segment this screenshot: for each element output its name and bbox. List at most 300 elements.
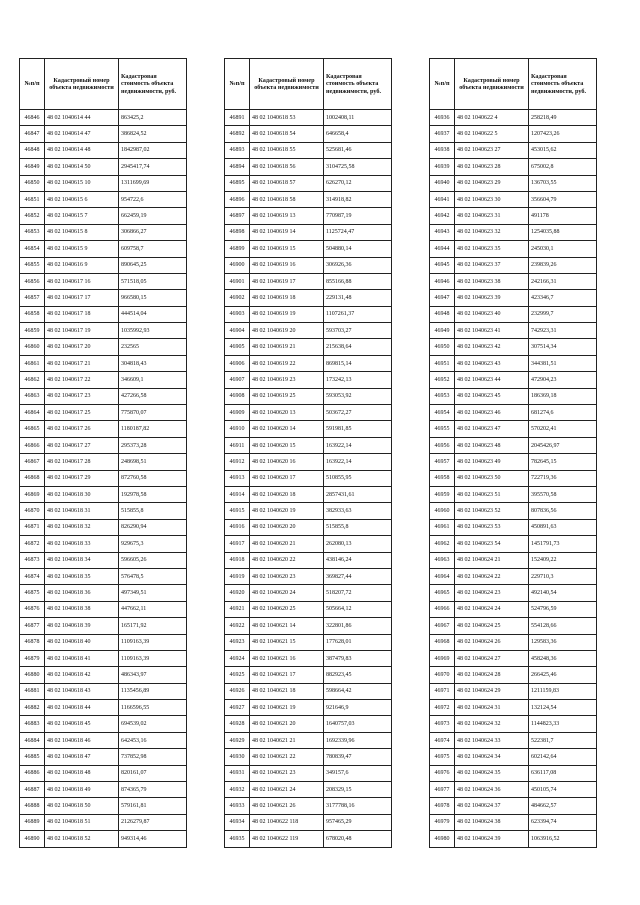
table-row [20, 126, 187, 142]
cadastral-value: 515855,8 [119, 503, 187, 519]
cadastral-number: 48 02 1040620 18 [250, 486, 324, 502]
cadastral-number: 48 02 1040624 36 [455, 782, 529, 798]
table-row [225, 765, 392, 781]
table-row [430, 224, 597, 240]
row-number: 46964 [430, 568, 455, 584]
cadastral-value: 304818,43 [119, 355, 187, 371]
table-row [430, 454, 597, 470]
cadastral-number: 48 02 1040617 18 [45, 306, 119, 322]
cadastral-value: 579161,81 [119, 798, 187, 814]
table-row [225, 634, 392, 650]
cadastral-number: 48 02 1040621 15 [250, 634, 324, 650]
row-number: 46962 [430, 536, 455, 552]
cadastral-value: 1135456,89 [119, 683, 187, 699]
table-row [225, 421, 392, 437]
cadastral-number: 48 02 1040623 43 [455, 355, 529, 371]
cadastral-value: 1180187,82 [119, 421, 187, 437]
cadastral-number: 48 02 1040615 7 [45, 208, 119, 224]
cadastral-value: 2945417,74 [119, 159, 187, 175]
cadastral-number: 48 02 1040623 31 [455, 208, 529, 224]
cadastral-number: 48 02 1040623 54 [455, 536, 529, 552]
cadastral-number: 48 02 1040618 41 [45, 650, 119, 666]
table-header-row [225, 59, 392, 110]
table-row [20, 306, 187, 322]
row-number: 46959 [430, 486, 455, 502]
row-number: 46882 [20, 700, 45, 716]
row-number: 46898 [225, 224, 250, 240]
row-number: 46903 [225, 306, 250, 322]
table-row [20, 732, 187, 748]
cadastral-number: 48 02 1040618 34 [45, 552, 119, 568]
row-number: 46957 [430, 454, 455, 470]
cadastral-number: 48 02 1040624 39 [455, 831, 529, 847]
row-number: 46969 [430, 650, 455, 666]
cadastral-value: 1842987,02 [119, 142, 187, 158]
row-number: 46852 [20, 208, 45, 224]
cadastral-value: 3177788,16 [324, 798, 392, 814]
row-number: 46924 [225, 650, 250, 666]
table-row [20, 519, 187, 535]
cadastral-value: 232565 [119, 339, 187, 355]
cadastral-number: 48 02 1040623 37 [455, 257, 529, 273]
row-number: 46946 [430, 273, 455, 289]
row-number: 46932 [225, 782, 250, 798]
cadastral-number: 48 02 1040618 30 [45, 486, 119, 502]
table-row [20, 831, 187, 847]
cadastral-value: 215638,64 [324, 339, 392, 355]
cadastral-number: 48 02 1040623 28 [455, 159, 529, 175]
row-number: 46854 [20, 241, 45, 257]
cadastral-value: 386824,52 [119, 126, 187, 142]
cadastral-value: 306866,27 [119, 224, 187, 240]
cadastral-value: 356604,79 [529, 191, 597, 207]
cadastral-value: 186369,18 [529, 388, 597, 404]
cadastral-number: 48 02 1040623 53 [455, 519, 529, 535]
cadastral-number: 48 02 1040618 42 [45, 667, 119, 683]
cadastral-value: 492140,54 [529, 585, 597, 601]
row-number: 46859 [20, 323, 45, 339]
header-cadastral-value: Кадастровая стоимость объекта недвижимости, руб. [324, 59, 392, 110]
cadastral-number: 48 02 1040623 42 [455, 339, 529, 355]
cadastral-number: 48 02 1040618 46 [45, 732, 119, 748]
row-number: 46884 [20, 732, 45, 748]
cadastral-number: 48 02 1040624 35 [455, 765, 529, 781]
cadastral-table-3 [429, 58, 597, 848]
cadastral-number: 48 02 1040614 44 [45, 110, 119, 126]
row-number: 46879 [20, 650, 45, 666]
table-row [430, 700, 597, 716]
table-row [20, 765, 187, 781]
cadastral-number: 48 02 1040620 23 [250, 568, 324, 584]
row-number: 46887 [20, 782, 45, 798]
table-row [20, 339, 187, 355]
cadastral-number: 48 02 1040623 48 [455, 437, 529, 453]
cadastral-number: 48 02 1040620 24 [250, 585, 324, 601]
table-row [225, 224, 392, 240]
table-row [430, 634, 597, 650]
table-row [430, 831, 597, 847]
row-number: 46857 [20, 290, 45, 306]
row-number: 46936 [430, 110, 455, 126]
table-row [20, 536, 187, 552]
cadastral-number: 48 02 1040617 26 [45, 421, 119, 437]
cadastral-number: 48 02 1040623 47 [455, 421, 529, 437]
row-number: 46974 [430, 732, 455, 748]
row-number: 46925 [225, 667, 250, 683]
table-row [225, 388, 392, 404]
table-row [225, 552, 392, 568]
row-number: 46900 [225, 257, 250, 273]
row-number: 46893 [225, 142, 250, 158]
cadastral-number: 48 02 1040623 52 [455, 503, 529, 519]
table-row [20, 290, 187, 306]
row-number: 46853 [20, 224, 45, 240]
table-row [20, 667, 187, 683]
table-row [430, 290, 597, 306]
row-number: 46930 [225, 749, 250, 765]
cadastral-number: 48 02 1040618 31 [45, 503, 119, 519]
table-row [430, 765, 597, 781]
row-number: 46940 [430, 175, 455, 191]
table-row [430, 667, 597, 683]
cadastral-number: 48 02 1040620 15 [250, 437, 324, 453]
cadastral-value: 239839,26 [529, 257, 597, 273]
table-row [430, 437, 597, 453]
row-number: 46883 [20, 716, 45, 732]
cadastral-number: 48 02 1040615 6 [45, 191, 119, 207]
row-number: 46881 [20, 683, 45, 699]
row-number: 46945 [430, 257, 455, 273]
table-row [225, 782, 392, 798]
cadastral-value: 450105,74 [529, 782, 597, 798]
row-number: 46865 [20, 421, 45, 437]
cadastral-number: 48 02 1040621 19 [250, 700, 324, 716]
table-row [225, 831, 392, 847]
row-number: 46864 [20, 405, 45, 421]
cadastral-number: 48 02 1040614 48 [45, 142, 119, 158]
table-row [20, 208, 187, 224]
table-row [20, 372, 187, 388]
row-number: 46927 [225, 700, 250, 716]
row-number: 46934 [225, 814, 250, 830]
table-row [20, 618, 187, 634]
cadastral-value: 737852,98 [119, 749, 187, 765]
cadastral-number: 48 02 1040615 9 [45, 241, 119, 257]
cadastral-value: 636117,08 [529, 765, 597, 781]
row-number: 46923 [225, 634, 250, 650]
cadastral-value: 444514,04 [119, 306, 187, 322]
row-number: 46890 [20, 831, 45, 847]
cadastral-value: 504880,14 [324, 241, 392, 257]
cadastral-value: 491178 [529, 208, 597, 224]
table-row [20, 110, 187, 126]
cadastral-number: 48 02 1040614 50 [45, 159, 119, 175]
cadastral-value: 387479,83 [324, 650, 392, 666]
row-number: 46929 [225, 732, 250, 748]
cadastral-value: 874365,79 [119, 782, 187, 798]
cadastral-number: 48 02 1040622 4 [455, 110, 529, 126]
row-number: 46895 [225, 175, 250, 191]
cadastral-value: 1254035,88 [529, 224, 597, 240]
table-row [225, 290, 392, 306]
cadastral-value: 780839,47 [324, 749, 392, 765]
cadastral-number: 48 02 1040620 17 [250, 470, 324, 486]
table-row [430, 142, 597, 158]
table-row [430, 601, 597, 617]
cadastral-number: 48 02 1040618 55 [250, 142, 324, 158]
cadastral-number: 48 02 1040614 47 [45, 126, 119, 142]
row-number: 46913 [225, 470, 250, 486]
row-number: 46980 [430, 831, 455, 847]
row-number: 46938 [430, 142, 455, 158]
table-row [430, 552, 597, 568]
table-row [225, 208, 392, 224]
row-number: 46861 [20, 355, 45, 371]
cadastral-number: 48 02 1040621 16 [250, 650, 324, 666]
row-number: 46848 [20, 142, 45, 158]
row-number: 46933 [225, 798, 250, 814]
cadastral-value: 346609,1 [119, 372, 187, 388]
row-number: 46977 [430, 782, 455, 798]
table-row [225, 814, 392, 830]
row-number: 46960 [430, 503, 455, 519]
row-number: 46878 [20, 634, 45, 650]
row-number: 46858 [20, 306, 45, 322]
cadastral-value: 314918,82 [324, 191, 392, 207]
row-number: 46885 [20, 749, 45, 765]
row-number: 46968 [430, 634, 455, 650]
cadastral-table-2 [224, 58, 392, 848]
cadastral-number: 48 02 1040623 49 [455, 454, 529, 470]
header-cadastral-number: Кадастровый номер объекта недвижимости [45, 59, 119, 110]
row-number: 46918 [225, 552, 250, 568]
cadastral-value: 882923,45 [324, 667, 392, 683]
cadastral-number: 48 02 1040620 19 [250, 503, 324, 519]
table-row [430, 749, 597, 765]
cadastral-value: 596605,26 [119, 552, 187, 568]
cadastral-value: 554128,66 [529, 618, 597, 634]
row-number: 46888 [20, 798, 45, 814]
row-number: 46877 [20, 618, 45, 634]
cadastral-value: 447662,11 [119, 601, 187, 617]
table-row [430, 175, 597, 191]
cadastral-value: 722719,36 [529, 470, 597, 486]
cadastral-number: 48 02 1040621 23 [250, 765, 324, 781]
cadastral-number: 48 02 1040618 33 [45, 536, 119, 552]
table-row [225, 470, 392, 486]
cadastral-value: 136703,55 [529, 175, 597, 191]
cadastral-number: 48 02 1040622 118 [250, 814, 324, 830]
row-number: 46855 [20, 257, 45, 273]
table-row [225, 142, 392, 158]
table-row [225, 650, 392, 666]
cadastral-number: 48 02 1040624 34 [455, 749, 529, 765]
table-row [20, 552, 187, 568]
row-number: 46894 [225, 159, 250, 175]
row-number: 46896 [225, 191, 250, 207]
row-number: 46905 [225, 339, 250, 355]
cadastral-number: 48 02 1040620 25 [250, 601, 324, 617]
table-row [430, 782, 597, 798]
cadastral-number: 48 02 1040624 24 [455, 601, 529, 617]
cadastral-number: 48 02 1040618 32 [45, 519, 119, 535]
row-number: 46955 [430, 421, 455, 437]
cadastral-number: 48 02 1040624 22 [455, 568, 529, 584]
cadastral-number: 48 02 1040619 16 [250, 257, 324, 273]
cadastral-number: 48 02 1040624 31 [455, 700, 529, 716]
table-row [20, 257, 187, 273]
cadastral-value: 1451791,73 [529, 536, 597, 552]
cadastral-value: 1035992,93 [119, 323, 187, 339]
cadastral-value: 954722,6 [119, 191, 187, 207]
row-number: 46917 [225, 536, 250, 552]
cadastral-value: 248698,51 [119, 454, 187, 470]
cadastral-value: 229131,48 [324, 290, 392, 306]
cadastral-number: 48 02 1040624 28 [455, 667, 529, 683]
cadastral-number: 48 02 1040624 21 [455, 552, 529, 568]
cadastral-number: 48 02 1040620 21 [250, 536, 324, 552]
cadastral-value: 1109163,39 [119, 634, 187, 650]
cadastral-number: 48 02 1040617 23 [45, 388, 119, 404]
row-number: 46909 [225, 405, 250, 421]
row-number: 46871 [20, 519, 45, 535]
cadastral-number: 48 02 1040619 19 [250, 306, 324, 322]
cadastral-value: 165171,92 [119, 618, 187, 634]
cadastral-number: 48 02 1040618 43 [45, 683, 119, 699]
row-number: 46919 [225, 568, 250, 584]
cadastral-number: 48 02 1040624 33 [455, 732, 529, 748]
cadastral-value: 173242,13 [324, 372, 392, 388]
row-number: 46965 [430, 585, 455, 601]
cadastral-value: 593053,92 [324, 388, 392, 404]
table-row [225, 667, 392, 683]
table-row [430, 650, 597, 666]
cadastral-number: 48 02 1040620 22 [250, 552, 324, 568]
cadastral-value: 192978,58 [119, 486, 187, 502]
table-row [20, 700, 187, 716]
cadastral-value: 1107261,37 [324, 306, 392, 322]
table-row [225, 110, 392, 126]
cadastral-value: 593703,27 [324, 323, 392, 339]
row-number: 46966 [430, 601, 455, 617]
table-row [225, 159, 392, 175]
cadastral-number: 48 02 1040619 23 [250, 372, 324, 388]
row-number: 46952 [430, 372, 455, 388]
table-row [225, 306, 392, 322]
cadastral-number: 48 02 1040624 26 [455, 634, 529, 650]
row-number: 46904 [225, 323, 250, 339]
cadastral-number: 48 02 1040619 18 [250, 290, 324, 306]
table-row [430, 716, 597, 732]
cadastral-value: 503672,27 [324, 405, 392, 421]
cadastral-value: 486343,97 [119, 667, 187, 683]
cadastral-value: 395570,58 [529, 486, 597, 502]
row-number: 46950 [430, 339, 455, 355]
table-row [225, 503, 392, 519]
cadastral-number: 48 02 1040619 20 [250, 323, 324, 339]
table-row [20, 650, 187, 666]
cadastral-value: 515855,8 [324, 519, 392, 535]
cadastral-table-1 [19, 58, 187, 848]
table-row [225, 536, 392, 552]
cadastral-number: 48 02 1040621 14 [250, 618, 324, 634]
cadastral-value: 770987,19 [324, 208, 392, 224]
cadastral-value: 570202,41 [529, 421, 597, 437]
cadastral-value: 1125724,47 [324, 224, 392, 240]
header-number: №п/п [20, 59, 45, 110]
cadastral-number: 48 02 1040623 30 [455, 191, 529, 207]
table-row [225, 191, 392, 207]
table-row [430, 503, 597, 519]
row-number: 46856 [20, 273, 45, 289]
cadastral-value: 242166,31 [529, 273, 597, 289]
table-row [225, 716, 392, 732]
cadastral-number: 48 02 1040620 20 [250, 519, 324, 535]
cadastral-value: 957465,29 [324, 814, 392, 830]
cadastral-value: 427266,58 [119, 388, 187, 404]
cadastral-value: 525681,46 [324, 142, 392, 158]
cadastral-number: 48 02 1040618 38 [45, 601, 119, 617]
cadastral-number: 48 02 1040618 36 [45, 585, 119, 601]
cadastral-value: 775870,07 [119, 405, 187, 421]
table-row [225, 749, 392, 765]
table-row [20, 486, 187, 502]
cadastral-value: 132124,54 [529, 700, 597, 716]
row-number: 46910 [225, 421, 250, 437]
cadastral-number: 48 02 1040618 51 [45, 814, 119, 830]
cadastral-number: 48 02 1040619 13 [250, 208, 324, 224]
cadastral-value: 177628,01 [324, 634, 392, 650]
cadastral-value: 208329,15 [324, 782, 392, 798]
cadastral-value: 307514,34 [529, 339, 597, 355]
row-number: 46948 [430, 306, 455, 322]
table-header-row [430, 59, 597, 110]
cadastral-value: 820161,07 [119, 765, 187, 781]
cadastral-number: 48 02 1040618 52 [45, 831, 119, 847]
cadastral-number: 48 02 1040622 5 [455, 126, 529, 142]
cadastral-value: 681274,6 [529, 405, 597, 421]
table-row [20, 142, 187, 158]
cadastral-number: 48 02 1040617 27 [45, 437, 119, 453]
cadastral-number: 48 02 1040620 13 [250, 405, 324, 421]
row-number: 46874 [20, 568, 45, 584]
cadastral-value: 1002408,11 [324, 110, 392, 126]
row-number: 46949 [430, 323, 455, 339]
row-number: 46849 [20, 159, 45, 175]
row-number: 46862 [20, 372, 45, 388]
cadastral-value: 1311699,69 [119, 175, 187, 191]
row-number: 46870 [20, 503, 45, 519]
table-row [430, 536, 597, 552]
cadastral-number: 48 02 1040624 32 [455, 716, 529, 732]
cadastral-value: 163922,14 [324, 437, 392, 453]
table-row [225, 519, 392, 535]
row-number: 46891 [225, 110, 250, 126]
row-number: 46902 [225, 290, 250, 306]
table-row [430, 355, 597, 371]
cadastral-value: 518207,72 [324, 585, 392, 601]
table-row [20, 568, 187, 584]
row-number: 46914 [225, 486, 250, 502]
cadastral-value: 1166596,55 [119, 700, 187, 716]
header-cadastral-number: Кадастровый номер объекта недвижимости [455, 59, 529, 110]
cadastral-number: 48 02 1040617 19 [45, 323, 119, 339]
row-number: 46916 [225, 519, 250, 535]
cadastral-number: 48 02 1040623 41 [455, 323, 529, 339]
table-row [225, 618, 392, 634]
table-row [430, 241, 597, 257]
cadastral-number: 48 02 1040623 51 [455, 486, 529, 502]
